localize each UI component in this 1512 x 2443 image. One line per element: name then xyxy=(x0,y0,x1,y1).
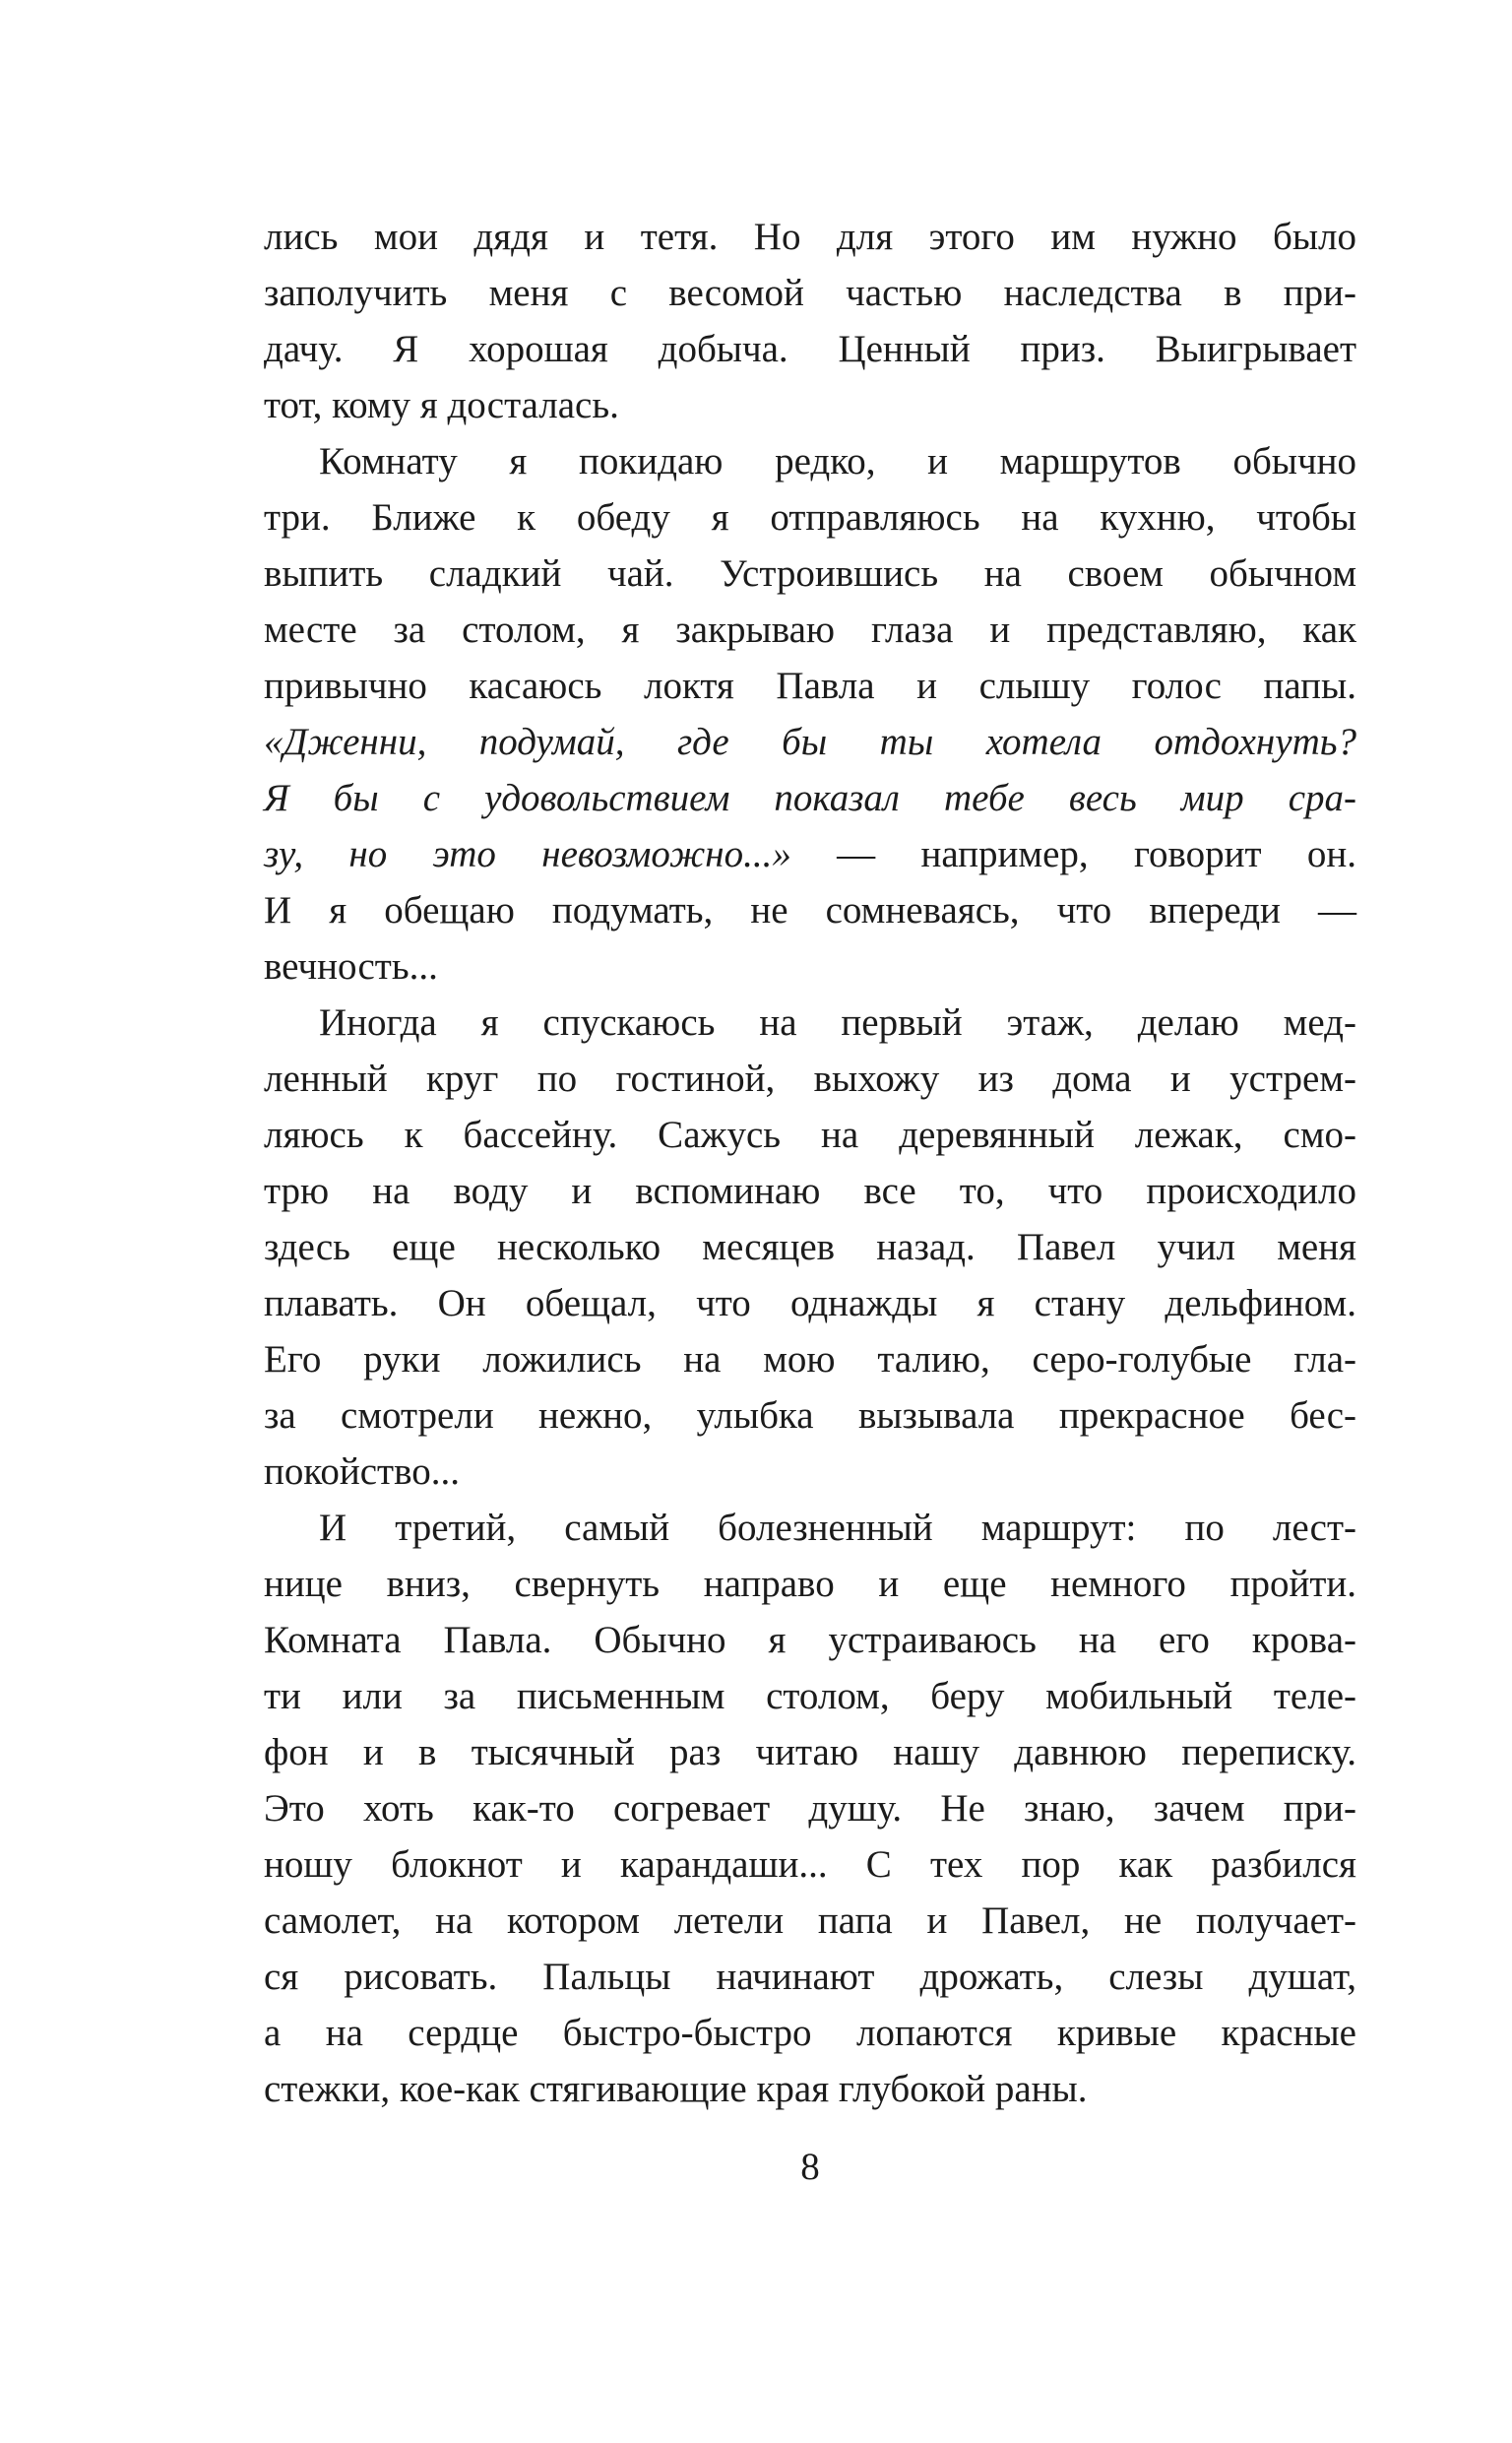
text-segment: ти или за письменным столом, беру мобильный теле- xyxy=(264,1675,1356,1717)
paragraph xyxy=(264,1500,1356,2117)
text-line xyxy=(264,321,1356,377)
text-segment: вечность... xyxy=(264,945,438,988)
text-block xyxy=(264,209,1356,2117)
text-line xyxy=(264,546,1356,602)
page-number: 8 xyxy=(800,2146,820,2188)
text-segment: выпить сладкий чай. Устроившись на своем обычном xyxy=(264,552,1356,595)
text-line xyxy=(264,1612,1356,1668)
text-segment: привычно касаюсь локтя Павла и слышу голос папы. xyxy=(264,665,1356,707)
text-segment: дачу. Я хорошая добыча. Ценный приз. Выигрывает xyxy=(264,328,1356,370)
text-line xyxy=(264,1500,1356,1556)
text-segment: ленный круг по гостиной, выхожу из дома и устрем- xyxy=(264,1058,1356,1100)
text-segment: здесь еще несколько месяцев назад. Павел учил меня xyxy=(264,1226,1356,1268)
text-line xyxy=(264,1668,1356,1724)
text-line xyxy=(264,938,1356,995)
italic-text-segment: зу, но это невозможно...» xyxy=(264,833,791,875)
paragraph xyxy=(264,209,1356,433)
text-segment: плавать. Он обещал, что однажды я стану дельфином. xyxy=(264,1282,1356,1324)
text-segment: нице вниз, свернуть направо и еще немного пройти. xyxy=(264,1563,1356,1605)
text-line xyxy=(264,1949,1356,2005)
text-segment: трю на воду и вспоминаю все то, что происходило xyxy=(264,1170,1356,1212)
text-segment: заполучить меня с весомой частью наследства в при- xyxy=(264,272,1356,314)
text-line xyxy=(264,602,1356,658)
text-line xyxy=(264,209,1356,265)
text-line xyxy=(264,1444,1356,1500)
text-line xyxy=(264,826,1356,882)
text-segment: фон и в тысячный раз читаю нашу давнюю переписку. xyxy=(264,1731,1356,1773)
text-line xyxy=(264,995,1356,1051)
text-segment: Его руки ложились на мою талию, серо-голубые гла- xyxy=(264,1338,1356,1381)
text-line xyxy=(264,1780,1356,1836)
text-line xyxy=(264,2061,1356,2117)
text-segment: стежки, кое-как стягивающие края глубокой раны. xyxy=(264,2068,1088,2110)
text-line xyxy=(264,658,1356,714)
text-line xyxy=(264,489,1356,546)
text-segment: покойство... xyxy=(264,1450,460,1493)
text-segment: И я обещаю подумать, не сомневаясь, что впереди — xyxy=(264,889,1356,932)
text-segment: самолет, на котором летели папа и Павел, не получает- xyxy=(264,1899,1356,1942)
text-line xyxy=(264,1219,1356,1275)
text-line xyxy=(264,1107,1356,1163)
text-line xyxy=(264,2005,1356,2061)
text-line xyxy=(264,714,1356,770)
paragraph xyxy=(264,995,1356,1500)
text-line xyxy=(264,1556,1356,1612)
text-segment: Комнату я покидаю редко, и маршрутов обычно xyxy=(319,440,1356,482)
text-segment: за смотрели нежно, улыбка вызывала прекрасное бес- xyxy=(264,1394,1356,1437)
text-line xyxy=(264,377,1356,433)
text-segment: Комната Павла. Обычно я устраиваюсь на его крова- xyxy=(264,1619,1356,1661)
text-line xyxy=(264,1387,1356,1444)
text-segment: ляюсь к бассейну. Сажусь на деревянный лежак, смо- xyxy=(264,1114,1356,1156)
italic-text-segment: «Дженни, подумай, где бы ты хотела отдохнуть? xyxy=(264,721,1356,763)
paragraph xyxy=(264,433,1356,995)
text-line xyxy=(264,1275,1356,1331)
text-line xyxy=(264,1051,1356,1107)
text-segment: Иногда я спускаюсь на первый этаж, делаю мед- xyxy=(319,1001,1356,1044)
text-line xyxy=(264,265,1356,321)
text-line xyxy=(264,770,1356,826)
text-segment: месте за столом, я закрываю глаза и представляю, как xyxy=(264,609,1356,651)
text-segment: И третий, самый болезненный маршрут: по лест- xyxy=(319,1507,1356,1549)
text-segment: тот, кому я досталась. xyxy=(264,384,619,426)
text-segment: ношу блокнот и карандаши... С тех пор как разбился xyxy=(264,1843,1356,1886)
text-line xyxy=(264,1331,1356,1387)
text-segment: ся рисовать. Пальцы начинают дрожать, слезы душат, xyxy=(264,1956,1356,1998)
text-segment: — например, говорит он. xyxy=(790,833,1357,875)
text-segment: лись мои дядя и тетя. Но для этого им нужно было xyxy=(264,216,1356,258)
text-line xyxy=(264,1893,1356,1949)
text-line xyxy=(264,882,1356,938)
text-line xyxy=(264,1163,1356,1219)
text-segment: Это хоть как-то согревает душу. Не знаю, зачем при- xyxy=(264,1787,1356,1830)
text-line xyxy=(264,1836,1356,1893)
italic-text-segment: Я бы с удовольствием показал тебе весь мир сра- xyxy=(264,777,1356,819)
text-segment: а на сердце быстро-быстро лопаются кривые красные xyxy=(264,2012,1356,2054)
text-segment: три. Ближе к обеду я отправляюсь на кухню, чтобы xyxy=(264,496,1356,539)
text-line xyxy=(264,1724,1356,1780)
text-line xyxy=(264,433,1356,489)
